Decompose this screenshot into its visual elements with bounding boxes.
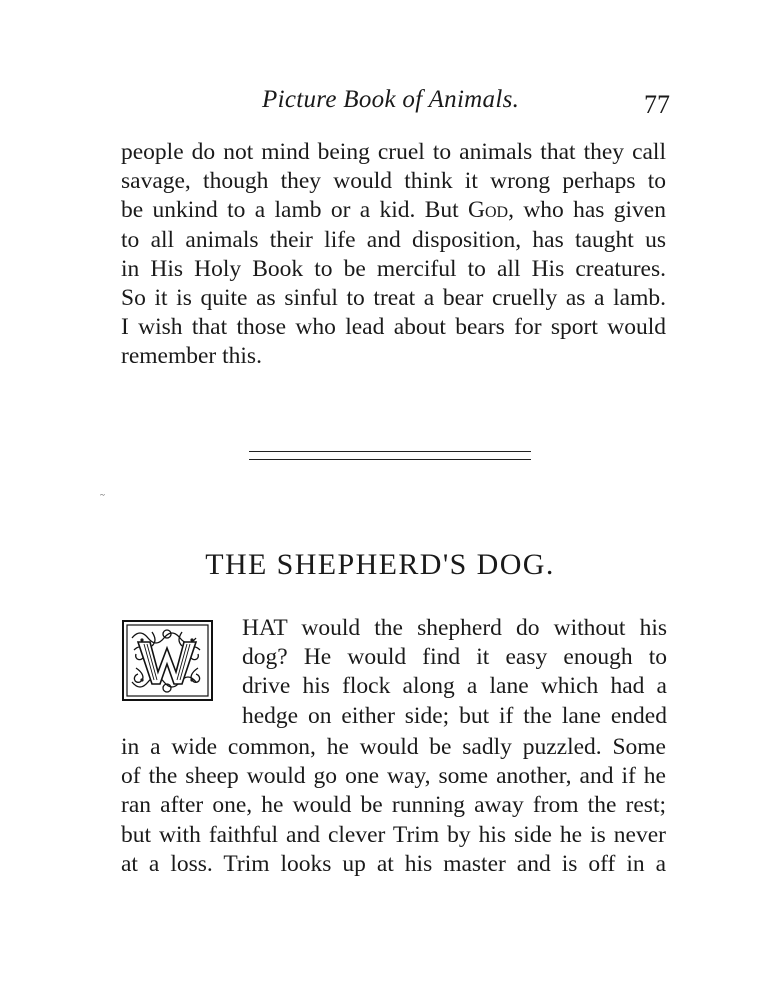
god-word: God bbox=[468, 197, 509, 224]
stray-mark: ~ bbox=[100, 490, 105, 500]
text-line: in His Holy Book to be merciful to all His creatures. bbox=[121, 255, 666, 282]
text-line: drive his flock along a lane which had a bbox=[242, 673, 667, 700]
text-line: at a loss. Trim looks up at his master and is off in a bbox=[121, 850, 666, 877]
running-header bbox=[0, 82, 760, 118]
text-line: ran after one, he would be running away from the rest; bbox=[121, 792, 666, 819]
text-line: HAT would the shepherd do without his bbox=[242, 615, 667, 641]
drop-cap-ornament bbox=[122, 620, 213, 701]
text-line: savage, though they would think it wrong perhaps to bbox=[121, 168, 666, 195]
paragraph-shepherd-continued bbox=[121, 733, 666, 879]
section-title: THE SHEPHERD'S DOG. bbox=[205, 548, 555, 581]
text-line: So it is quite as sinful to treat a bear cruelly as a lamb. bbox=[121, 285, 666, 312]
text-line: hedge on either side; but if the lane ended bbox=[242, 702, 667, 729]
paragraph-shepherd-beside-cap bbox=[242, 614, 667, 731]
text-line bbox=[121, 196, 666, 225]
text-line: people do not mind being cruel to animals that they call bbox=[121, 139, 666, 165]
text-line: I wish that those who lead about bears for sport would bbox=[121, 314, 666, 341]
text-line: remember this. bbox=[121, 343, 262, 370]
text-fragment: be unkind to a lamb or a kid. But bbox=[121, 197, 469, 224]
text-line: in a wide common, he would be sadly puzzled. Some bbox=[121, 734, 666, 760]
ornamental-drop-cap bbox=[122, 620, 213, 701]
paragraph-bears bbox=[121, 138, 666, 372]
running-title: Picture Book of Animals. bbox=[262, 86, 520, 113]
text-line: of the sheep would go one way, some another, and if he bbox=[121, 763, 666, 790]
page-number: 77 bbox=[644, 90, 670, 119]
section-divider bbox=[249, 451, 531, 460]
text-fragment: , who has given bbox=[508, 197, 666, 224]
text-line: but with faithful and clever Trim by his side he is never bbox=[121, 821, 666, 848]
text-line: dog? He would find it easy enough to bbox=[242, 644, 667, 671]
text-line: to all animals their life and disposition, has taught us bbox=[121, 226, 666, 253]
